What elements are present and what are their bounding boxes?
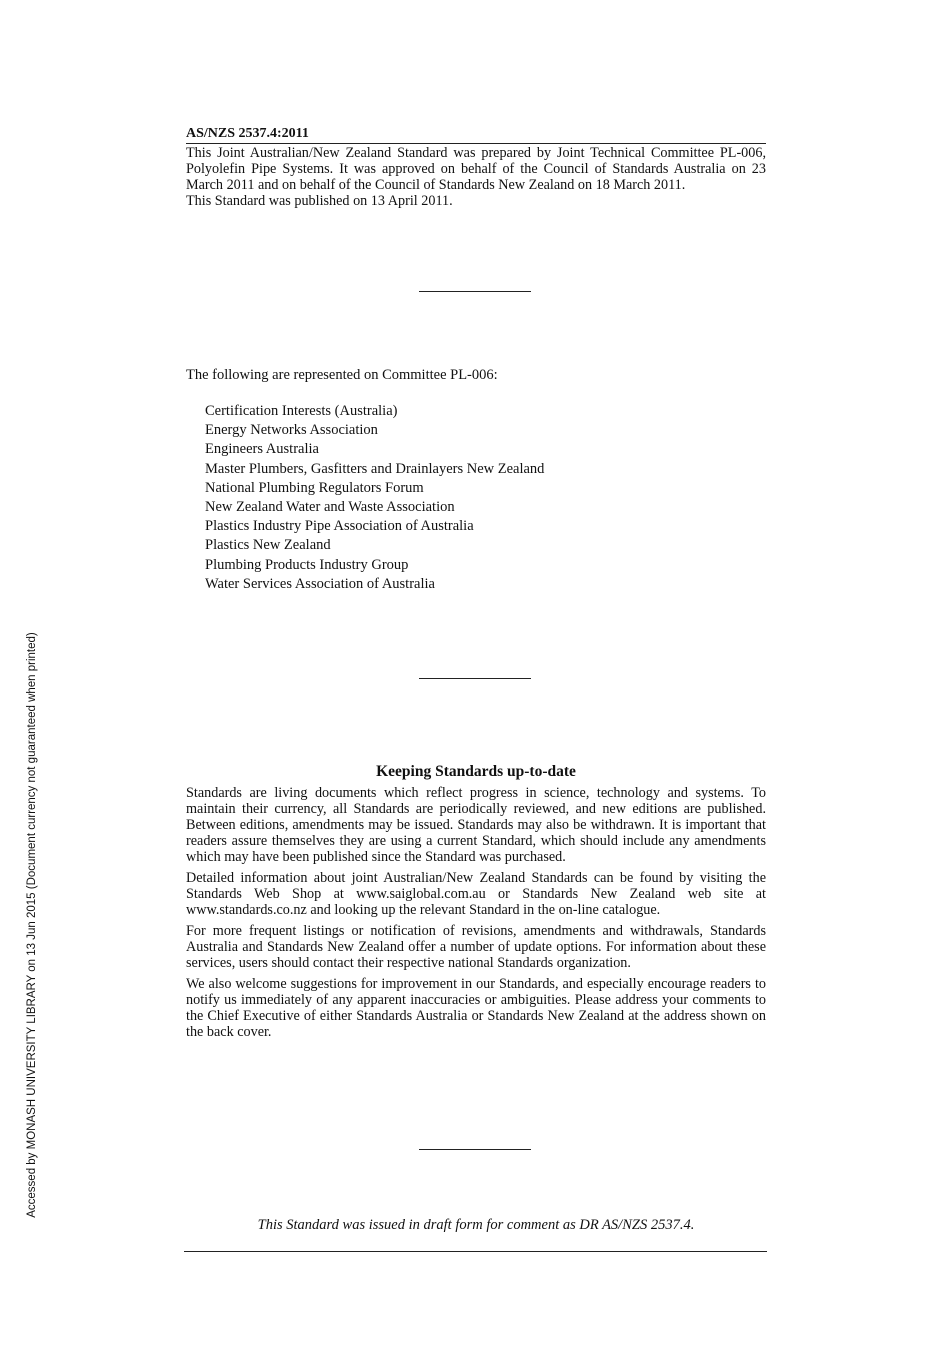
access-stamp: Accessed by MONASH UNIVERSITY LIBRARY on 13 Jun 2015 (Document currency not guaranteed when printed) [26,632,38,1218]
committee-member: Master Plumbers, Gasfitters and Drainlayers New Zealand [205,460,545,477]
keeping-standards-paragraph: Standards are living documents which reflect progress in science, technology and systems. To maintain their currency, all Standards are periodically reviewed, and new editions are published. Between editions, amendments may be issued. Standards may also be withdrawn. It is important that readers assure themselves they are using a current Standard, which should include any amendments which may have been published since the Standard was purchased. [186,785,766,865]
published-date: This Standard was published on 13 April 2011. [186,193,453,209]
preparation-section [186,145,766,209]
footer-rule [184,1251,767,1252]
committee-member: Plastics Industry Pipe Association of Australia [205,518,474,535]
preparation-paragraph: This Joint Australian/New Zealand Standard was prepared by Joint Technical Committee PL-006, Polyolefin Pipe Systems. It was approved on behalf of the Council of Standards Australia on 23 March 2011 and on behalf of the Council of Standards New Zealand on 18 March 2011. [186,145,766,193]
draft-note: This Standard was issued in draft form for comment as DR AS/NZS 2537.4. [257,1217,695,1233]
keeping-standards-body [186,785,766,1045]
keeping-standards-paragraph: For more frequent listings or notification of revisions, amendments and withdrawals, Standards Australia and Standards New Zealand offer a number of update options. For information about these services, users should contact their respective national Standards organization. [186,923,766,971]
committee-member: New Zealand Water and Waste Association [205,499,455,516]
header-rule [186,143,766,144]
committee-member: Plastics New Zealand [205,537,331,554]
keeping-standards-paragraph: Detailed information about joint Australian/New Zealand Standards can be found by visiting the Standards Web Shop at www.saiglobal.com.au or Standards New Zealand web site at www.standards.co.nz and looking up the relevant Standard in the on-line catalogue. [186,870,766,918]
committee-members-list [205,402,544,594]
keeping-standards-title: Keeping Standards up-to-date [376,763,576,780]
committee-intro: The following are represented on Committee PL-006: [186,367,498,383]
keeping-standards-paragraph: We also welcome suggestions for improvement in our Standards, and especially encourage readers to notify us immediately of any apparent inaccuracies or ambiguities. Please address your comments to the Chief Executive of either Standards Australia or Standards New Zealand at the address shown on the back cover. [186,976,766,1040]
committee-member: Engineers Australia [205,441,319,458]
committee-member: National Plumbing Regulators Forum [205,479,424,496]
committee-member: Certification Interests (Australia) [205,403,398,419]
divider-1 [419,291,531,292]
committee-member: Energy Networks Association [205,422,378,439]
committee-member: Plumbing Products Industry Group [205,556,409,573]
divider-2 [419,678,531,679]
standard-code: AS/NZS 2537.4:2011 [186,126,309,141]
divider-3 [419,1149,531,1150]
committee-member: Water Services Association of Australia [205,575,435,592]
